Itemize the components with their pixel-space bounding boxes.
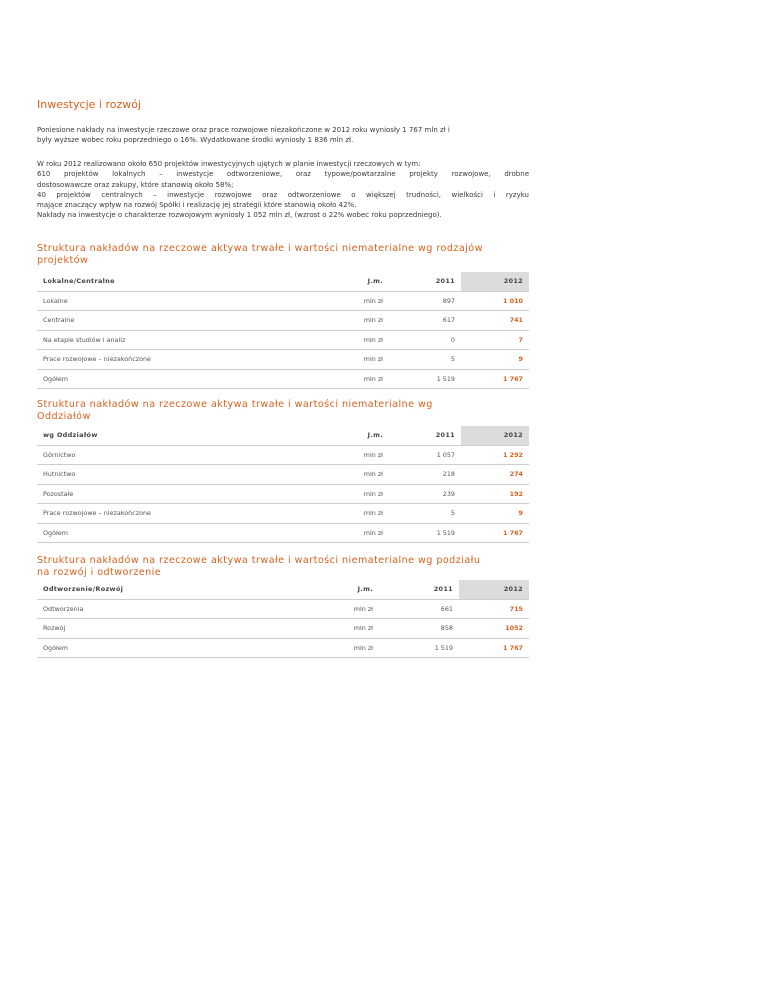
table-row (37, 523, 529, 543)
column-header: J.m. (319, 272, 389, 291)
value-2012: 274 (461, 465, 529, 485)
table-row (37, 484, 529, 504)
projects-line: 40 projektów centralnych – inwestycje rozwojowe oraz odtworzeniowe o większej trudności, wielkości i ryzyku (37, 190, 529, 199)
table-row (37, 350, 529, 370)
table-title-line: na rozwój i odtworzenie (37, 566, 162, 578)
unit-cell: mln zł (319, 369, 389, 389)
value-2012: 1 767 (461, 369, 529, 389)
row-label: Prace rozwojowe – niezakończone (37, 504, 319, 524)
column-header: Odtworzenie/Rozwój (37, 580, 307, 599)
unit-cell: mln zł (319, 523, 389, 543)
projects-line: mające znaczący wpływ na rozwój Spółki i realizację jej strategii które stanowią około 42%. (37, 201, 357, 210)
intro-paragraph (37, 125, 529, 146)
row-label: Na etapie studiów i analiz (37, 330, 319, 350)
intro-line: Poniesione nakłady na inwestycje rzeczowe oraz prace rozwojowe niezakończone w 2012 roku wyniosły 1 767 mln zł i (37, 126, 450, 134)
unit-cell: mln zł (319, 311, 389, 331)
value-2012: 715 (459, 599, 529, 619)
value-2012: 9 (461, 350, 529, 370)
value-2012: 9 (461, 504, 529, 524)
projects-line: Nakłady na inwestycje o charakterze rozwojowym wyniosły 1 052 mln zł, (wzrost o 22% wobec roku poprzedniego). (37, 211, 442, 220)
value-2011: 858 (379, 619, 459, 639)
table-row (37, 291, 529, 311)
projects-line: W roku 2012 realizowano około 650 projektów inwestycyjnych ujętych w planie inwestycji rzeczowych w tym: (37, 160, 421, 168)
row-label: Odtworzenia (37, 599, 307, 619)
row-label: Rozwój (37, 619, 307, 639)
table-title-project-types (37, 243, 537, 266)
table-row (37, 445, 529, 465)
row-label: Hutnictwo (37, 465, 319, 485)
row-label: Ogółem (37, 523, 319, 543)
column-header: J.m. (307, 580, 379, 599)
table-row (37, 599, 529, 619)
table-row (37, 504, 529, 524)
column-header: 2012 (461, 272, 529, 291)
row-label: Lokalne (37, 291, 319, 311)
intro-line: były wyższe wobec roku poprzedniego o 16%. Wydatkowane środki wyniosły 1 836 mln zł. (37, 136, 354, 145)
value-2011: 1 519 (379, 638, 459, 658)
value-2011: 1 519 (389, 523, 461, 543)
table-row (37, 311, 529, 331)
value-2011: 897 (389, 291, 461, 311)
unit-cell: mln zł (307, 599, 379, 619)
row-label: Centralne (37, 311, 319, 331)
column-header: 2011 (389, 272, 461, 291)
value-2011: 5 (389, 504, 461, 524)
column-header: Lokalne/Centralne (37, 272, 319, 291)
value-2011: 617 (389, 311, 461, 331)
column-header: wg Oddziałów (37, 426, 319, 445)
row-label: Górnictwo (37, 445, 319, 465)
row-label: Prace rozwojowe – niezakończone (37, 350, 319, 370)
row-label: Ogółem (37, 369, 319, 389)
projects-paragraph (37, 159, 529, 221)
value-2012: 741 (461, 311, 529, 331)
unit-cell: mln zł (319, 330, 389, 350)
table-title-branches (37, 399, 537, 422)
column-header: 2012 (461, 426, 529, 445)
table-row (37, 465, 529, 485)
table-header-row (37, 272, 529, 291)
table-title-line: Struktura nakładów na rzeczowe aktywa trwałe i wartości niematerialne wg podziału (37, 555, 481, 566)
column-header: J.m. (319, 426, 389, 445)
table-title-line: Struktura nakładów na rzeczowe aktywa trwałe i wartości niematerialne wg (37, 399, 433, 410)
table-title-line: Oddziałów (37, 410, 91, 422)
unit-cell: mln zł (319, 465, 389, 485)
table-title-line: Struktura nakładów na rzeczowe aktywa trwałe i wartości niematerialne wg rodzajów (37, 243, 483, 254)
value-2012: 1 010 (461, 291, 529, 311)
table-development-restoration (37, 580, 529, 658)
row-label: Ogółem (37, 638, 307, 658)
value-2012: 1 767 (459, 638, 529, 658)
table-row (37, 330, 529, 350)
unit-cell: mln zł (319, 291, 389, 311)
unit-cell: mln zł (319, 350, 389, 370)
value-2011: 1 057 (389, 445, 461, 465)
column-header: 2012 (459, 580, 529, 599)
value-2012: 1 292 (461, 445, 529, 465)
unit-cell: mln zł (307, 619, 379, 639)
projects-line: dostosowawcze oraz zakupy, które stanowią około 58%; (37, 180, 234, 189)
column-header: 2011 (389, 426, 461, 445)
projects-line: 610 projektów lokalnych – inwestycje odtworzeniowe, oraz typowe/powtarzalne projekty rozwojowe, drobne (37, 170, 529, 179)
table-header-row (37, 426, 529, 445)
column-header: 2011 (379, 580, 459, 599)
value-2011: 218 (389, 465, 461, 485)
table-branches (37, 426, 529, 543)
value-2011: 239 (389, 484, 461, 504)
table-title-development-restoration (37, 555, 537, 578)
row-label: Pozostałe (37, 484, 319, 504)
value-2012: 192 (461, 484, 529, 504)
unit-cell: mln zł (319, 484, 389, 504)
value-2012: 1 767 (461, 523, 529, 543)
value-2011: 5 (389, 350, 461, 370)
table-title-line: projektów (37, 254, 89, 266)
value-2011: 0 (389, 330, 461, 350)
section-heading: Inwestycje i rozwój (37, 98, 142, 111)
table-row (37, 369, 529, 389)
value-2011: 1 519 (389, 369, 461, 389)
unit-cell: mln zł (307, 638, 379, 658)
unit-cell: mln zł (319, 445, 389, 465)
value-2012: 1052 (459, 619, 529, 639)
table-project-types (37, 272, 529, 389)
table-row (37, 638, 529, 658)
value-2011: 661 (379, 599, 459, 619)
unit-cell: mln zł (319, 504, 389, 524)
table-header-row (37, 580, 529, 599)
table-row (37, 619, 529, 639)
value-2012: 7 (461, 330, 529, 350)
